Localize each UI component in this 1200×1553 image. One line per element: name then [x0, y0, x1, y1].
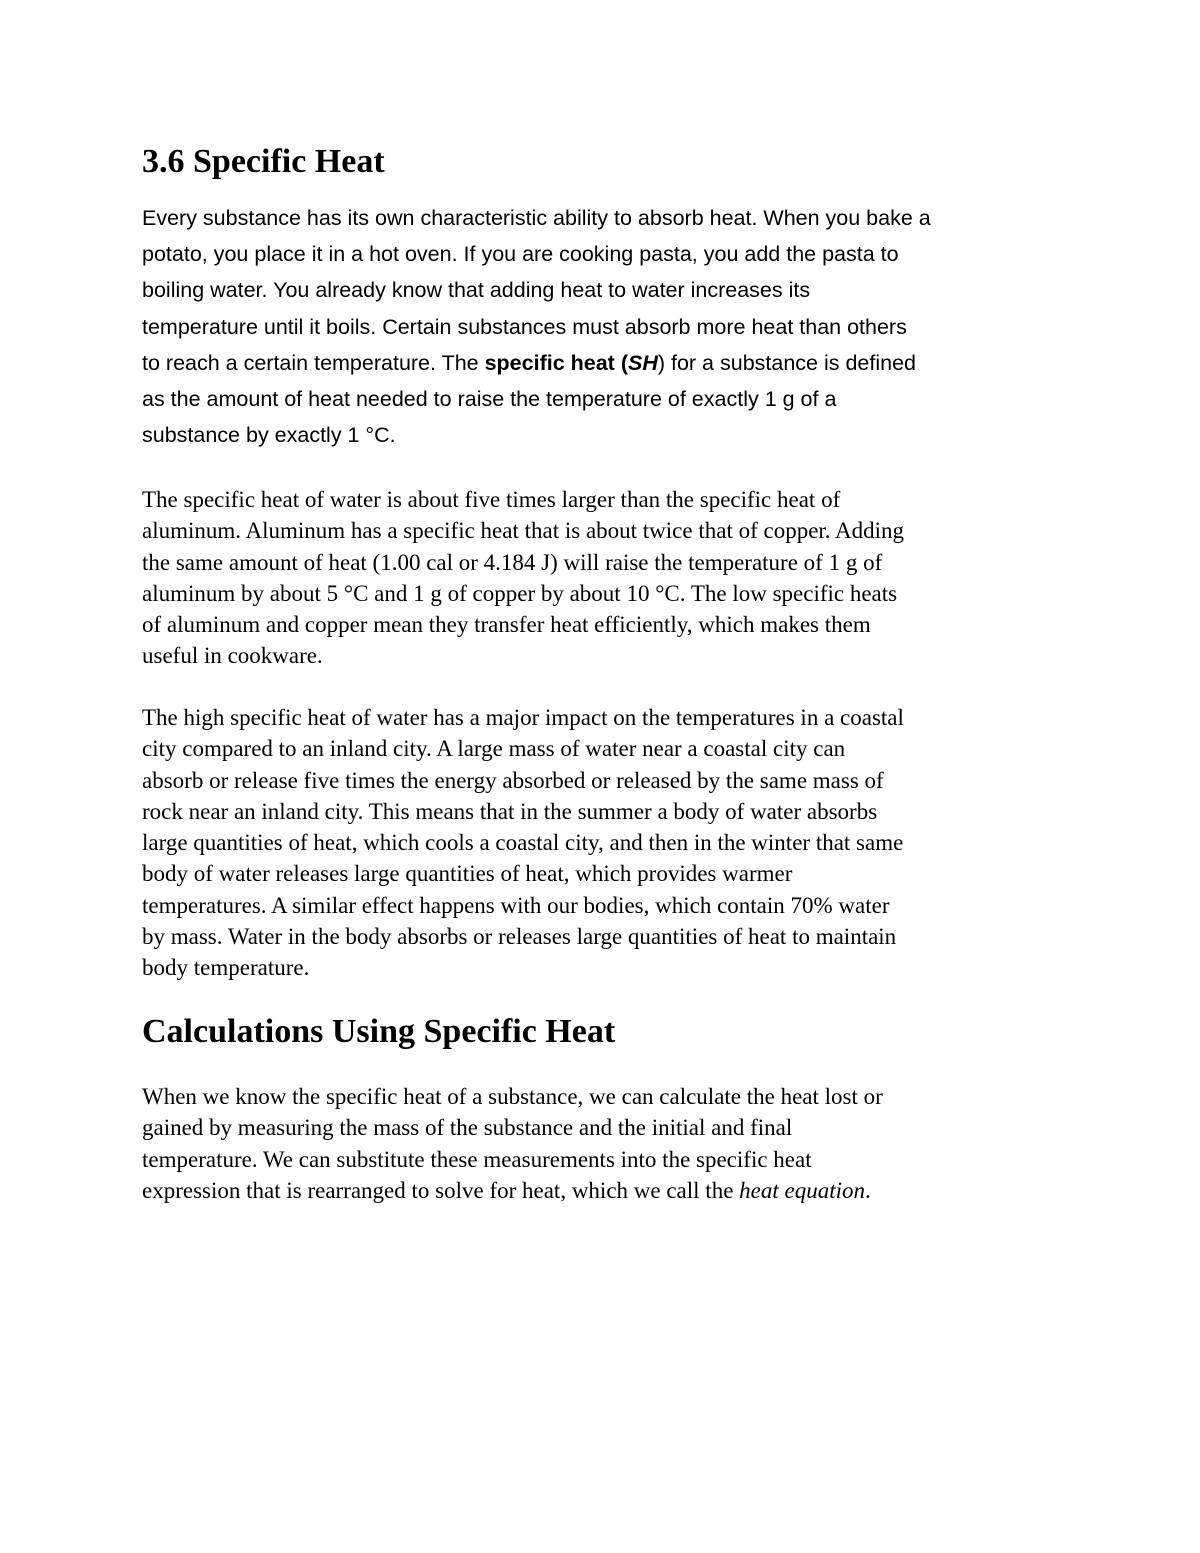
- text-line: substance by exactly 1 °C.: [142, 423, 396, 448]
- text-line: city compared to an inland city. A large mass of water near a coastal city can: [142, 736, 846, 762]
- paren-open: (: [614, 350, 628, 375]
- text-line: useful in cookware.: [142, 643, 323, 669]
- section-heading: 3.6 Specific Heat: [142, 143, 385, 180]
- text-line: of aluminum and copper mean they transfer heat efficiently, which makes them: [142, 612, 871, 638]
- text-line: boiling water. You already know that adding heat to water increases its: [142, 278, 811, 303]
- text-line: aluminum by about 5 °C and 1 g of copper by about 10 °C. The low specific heats: [142, 580, 898, 606]
- text-line-heat-equation: [142, 1175, 1062, 1206]
- text-line: body of water releases large quantities of heat, which provides warmer: [142, 861, 793, 887]
- paragraph-intro: [142, 200, 1062, 453]
- text-line: temperatures. A similar effect happens with our bodies, which contain 70% water: [142, 892, 890, 918]
- text-line: temperature until it boils. Certain substances must absorb more heat than others: [142, 314, 907, 339]
- text-line: rock near an inland city. This means that in the summer a body of water absorbs: [142, 798, 878, 824]
- emphasized-term: heat equation: [739, 1177, 865, 1203]
- text-line: temperature. We can substitute these measurements into the specific heat: [142, 1146, 812, 1172]
- text-line: When we know the specific heat of a substance, we can calculate the heat lost or: [142, 1084, 883, 1109]
- text-line: The specific heat of water is about five times larger than the specific heat of: [142, 487, 841, 512]
- text-line: potato, you place it in a hot oven. If you are cooking pasta, you add the pasta to: [142, 242, 899, 267]
- paragraph-climate: [142, 702, 1062, 984]
- text-fragment: to reach a certain temperature. The: [142, 350, 485, 375]
- text-line: body temperature.: [142, 955, 310, 981]
- text-fragment: expression that is rearranged to solve for heat, which we call the: [142, 1177, 740, 1203]
- text-line: absorb or release five times the energy absorbed or released by the same mass of: [142, 767, 884, 793]
- text-line: by mass. Water in the body absorbs or releases large quantities of heat to maintain: [142, 924, 897, 950]
- text-line: aluminum. Aluminum has a specific heat that is about twice that of copper. Adding: [142, 518, 905, 544]
- text-line: the same amount of heat (1.00 cal or 4.184 J) will raise the temperature of 1 g of: [142, 549, 883, 575]
- text-line: gained by measuring the mass of the substance and the initial and final: [142, 1115, 793, 1141]
- text-line-definition: [142, 345, 1062, 381]
- text-line: The high specific heat of water has a major impact on the temperatures in a coastal: [142, 705, 904, 730]
- text-line: as the amount of heat needed to raise the temperature of exactly 1 g of a: [142, 387, 837, 412]
- text-line: large quantities of heat, which cools a coastal city, and then in the winter that same: [142, 830, 904, 856]
- subsection-heading: Calculations Using Specific Heat: [142, 1013, 616, 1050]
- paragraph-calculations: [142, 1081, 1062, 1206]
- text-fragment: .: [865, 1177, 871, 1203]
- defined-term: specific heat: [484, 350, 615, 375]
- text-line: Every substance has its own characteristic ability to absorb heat. When you bake a: [142, 206, 931, 230]
- paragraph-comparison: [142, 484, 1062, 672]
- text-fragment: ) for a substance is defined: [657, 350, 917, 375]
- term-abbreviation: SH: [627, 350, 658, 375]
